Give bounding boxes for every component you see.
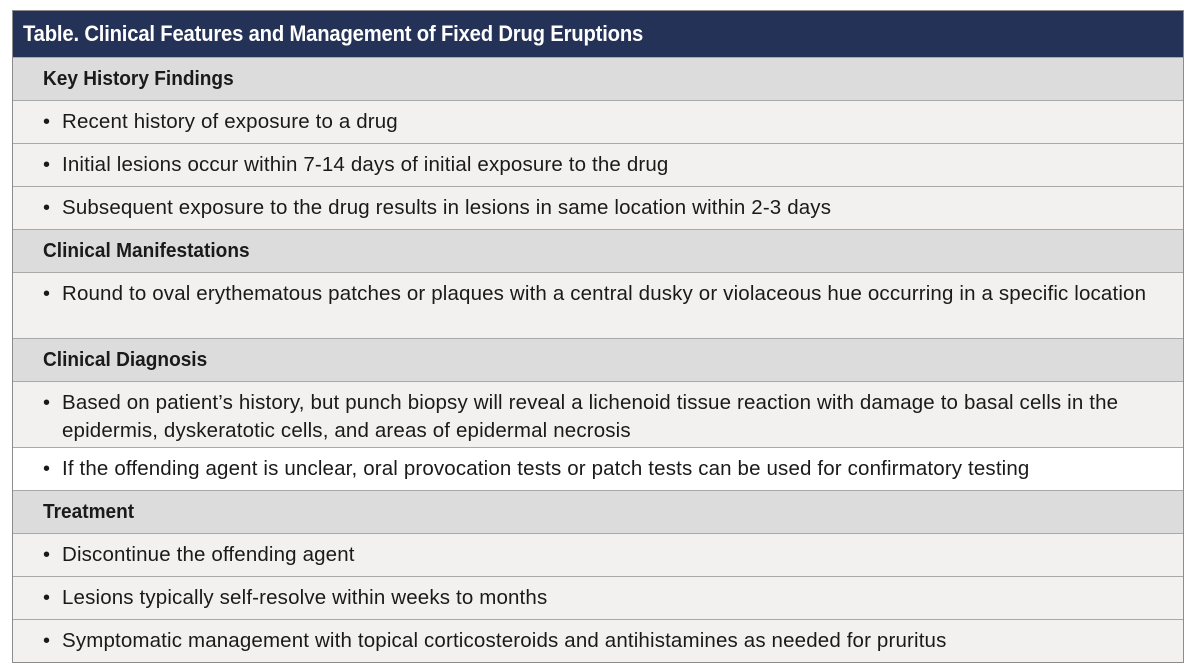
- bullet-icon: •: [43, 587, 51, 609]
- table-row: [13, 533, 1183, 576]
- bullet-icon: •: [43, 392, 51, 414]
- row-text: Recent history of exposure to a drug: [62, 110, 398, 133]
- row-text: Discontinue the offending agent: [62, 543, 355, 566]
- table-row: [13, 381, 1183, 447]
- table-row: [13, 143, 1183, 186]
- section-heading: Treatment: [43, 500, 135, 523]
- section-header-clinical-manifestations: [13, 229, 1183, 272]
- bullet-icon: •: [43, 283, 51, 305]
- row-text: Based on patient’s history, but punch biopsy will reveal a lichenoid tissue reaction with damage to basal cells in the epidermis, dyskeratotic cells, and areas of epidermal necrosis: [62, 391, 1119, 442]
- fixed-drug-eruptions-table: [12, 10, 1184, 663]
- bullet-icon: •: [43, 111, 51, 133]
- bullet-icon: •: [43, 154, 51, 176]
- row-text: Lesions typically self-resolve within weeks to months: [62, 586, 548, 609]
- table-row: [13, 447, 1183, 490]
- table-row: [13, 272, 1183, 338]
- row-text: Round to oval erythematous patches or plaques with a central dusky or violaceous hue occurring in a specific location: [62, 282, 1147, 305]
- section-heading: Clinical Manifestations: [43, 239, 250, 262]
- row-text: Initial lesions occur within 7-14 days of initial exposure to the drug: [62, 153, 669, 176]
- section-header-key-history-findings: [13, 57, 1183, 100]
- row-text: If the offending agent is unclear, oral provocation tests or patch tests can be used for confirmatory testing: [62, 457, 1030, 480]
- section-header-clinical-diagnosis: [13, 338, 1183, 381]
- bullet-icon: •: [43, 630, 51, 652]
- bullet-icon: •: [43, 458, 51, 480]
- table-row: [13, 186, 1183, 229]
- bullet-icon: •: [43, 544, 51, 566]
- row-text: Subsequent exposure to the drug results in lesions in same location within 2-3 days: [62, 196, 832, 219]
- section-heading: Clinical Diagnosis: [43, 348, 208, 371]
- table-title-bar: [13, 11, 1183, 57]
- table-row: [13, 100, 1183, 143]
- table-title: Table. Clinical Features and Management of Fixed Drug Eruptions: [23, 21, 644, 46]
- bullet-icon: •: [43, 197, 51, 219]
- section-heading: Key History Findings: [43, 67, 234, 90]
- section-header-treatment: [13, 490, 1183, 533]
- table-row: [13, 619, 1183, 662]
- table-row: [13, 576, 1183, 619]
- row-text: Symptomatic management with topical corticosteroids and antihistamines as needed for pruritus: [62, 629, 947, 652]
